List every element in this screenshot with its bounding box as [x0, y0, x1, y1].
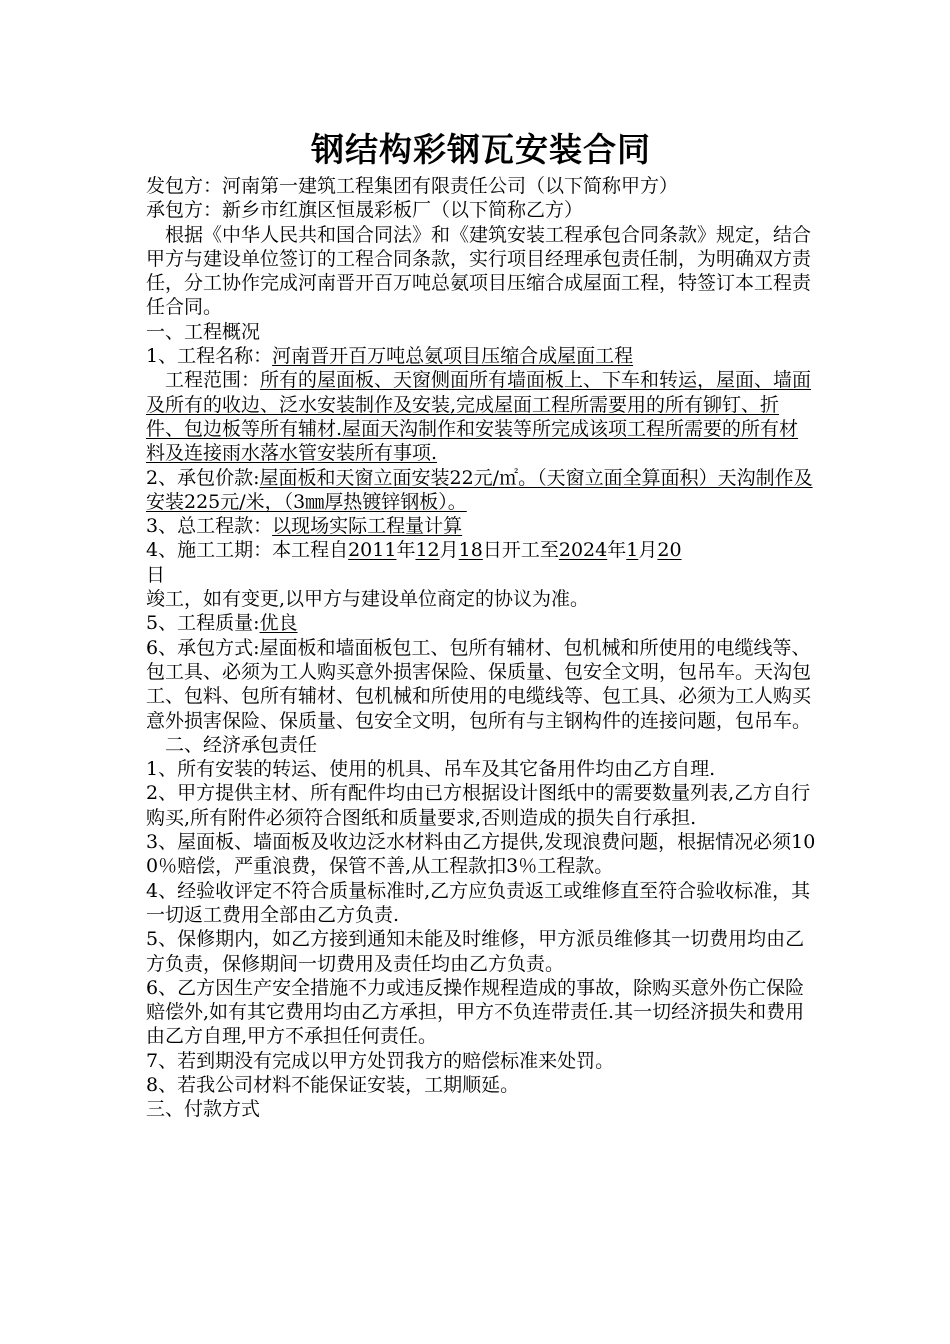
party-b-label: 承包方： [146, 199, 223, 222]
start-year: 2011 [348, 539, 397, 562]
contract-mode-paragraph: 6、承包方式:屋面板和墙面板包工、包所有辅材、包机械和所使用的电缆线等、包工具、必须为工人购买意外损害保险、保质量、包安全文明，包吊车。天沟包工、包料、包所有辅材、包机械和所使用的电缆线等、包工具、必须为工人购买意外损害保险、保质量、包安全文明，包所有与主钢构件的连接问题，包吊车。 [146, 636, 812, 732]
total-amount-line [146, 514, 816, 538]
party-b-name: 新乡市红旗区恒晟彩板厂（以下简称乙方） [222, 199, 584, 222]
price-paragraph [146, 466, 816, 515]
start-year-unit: 年 [396, 539, 416, 562]
section-2-item-1: 1、所有安装的转运、使用的机具、吊车及其它备用件均由乙方自理. [146, 758, 716, 781]
end-month: 1 [626, 539, 639, 562]
end-month-unit: 月 [638, 539, 658, 562]
section-2-item-5: 5、保修期内，如乙方接到通知未能及时维修，甲方派员维修其一切费用均由乙方负责，保修期间一切费用及责任均由乙方负责。 [146, 928, 805, 975]
quality-label: 5、工程质量: [146, 612, 260, 635]
schedule-end-line: 竣工，如有变更,以甲方与建设单位商定的协议为准。 [146, 588, 590, 611]
project-name-line [146, 344, 816, 368]
section-2-item-6: 6、乙方因生产安全措施不力或违反操作规程造成的事故，除购买意外伤亡保险赔偿外,如有其它费用均由乙方承担，甲方不负连带责任.其一切经济损失和费用由乙方自理,甲方不承担任何责任。 [146, 976, 805, 1048]
contract-page [146, 128, 816, 1122]
party-a-line [146, 174, 816, 198]
preamble-paragraph: 根据《中华人民共和国合同法》和《建筑安装工程承包合同条款》规定，结合甲方与建设单位签订的工程合同条款，实行项目经理承包责任制，为明确双方责任，分工协作完成河南晋开百万吨总氨项目压缩合成屋面工程，特签订本工程责任合同。 [146, 223, 812, 319]
party-a-name: 河南第一建筑工程集团有限责任公司（以下简称甲方） [222, 175, 679, 197]
end-year: 2024 [558, 539, 608, 562]
end-day-unit: 日 [146, 563, 166, 586]
section-2-heading: 二、经济承包责任 [165, 733, 318, 756]
start-month-unit: 月 [439, 539, 459, 562]
start-text: 日开工至 [482, 539, 559, 562]
section-2-item-4: 4、经验收评定不符合质量标准时,乙方应负责返工或维修直至符合验收标准，其一切返工费用全部由乙方负责. [146, 879, 811, 926]
party-b-line [146, 198, 816, 222]
quality-line [146, 611, 816, 635]
section-2-item-8: 8、若我公司材料不能保证安装，工期顺延。 [146, 1073, 520, 1096]
project-name-value: 河南晋开百万吨总氨项目压缩合成屋面工程 [272, 345, 634, 368]
document-title: 钢结构彩钢瓦安装合同 [311, 130, 651, 169]
section-3-heading: 三、付款方式 [146, 1098, 261, 1121]
section-1-heading: 一、工程概况 [146, 320, 261, 343]
price-label: 2、承包价款: [146, 466, 260, 489]
start-day: 18 [458, 539, 483, 562]
total-amount-value: 以现场实际工程量计算 [272, 515, 463, 538]
schedule-label: 4、施工工期：本工程自 [146, 539, 349, 562]
party-a-label: 发包方： [146, 175, 223, 197]
end-year-unit: 年 [607, 539, 627, 562]
section-2-item-2: 2、甲方提供主材、所有配件均由已方根据设计图纸中的需要数量列表,乙方自行购买,所有附件必须符合图纸和质量要求,否则造成的损失自行承担. [146, 782, 811, 829]
price-value: 屋面板和天窗立面安装22元/㎡。（天窗立面全算面积）天沟制作及安装225元/米，（3㎜厚热镀锌钢板）。 [146, 466, 813, 513]
section-2-item-3: 3、屋面板、墙面板及收边泛水材料由乙方提供,发现浪费问题，根据情况必须100％赔偿，严重浪费，保管不善,从工程款扣3％工程款。 [146, 831, 816, 878]
project-name-label: 1、工程名称： [146, 345, 273, 368]
start-month: 12 [415, 539, 440, 562]
scope-value: 所有的屋面板、天窗侧面所有墙面板上、下车和转运，屋面、墙面及所有的收边、泛水安装制作及安装,完成屋面工程所需要用的所有铆钉、折件、包边板等所有辅材.屋面天沟制作和安装等所完成该项工程所需要的所有材料及连接雨水落水管安装所有事项. [146, 369, 812, 465]
schedule-line [146, 538, 816, 587]
scope-paragraph [146, 368, 816, 465]
section-2-item-7: 7、若到期没有完成以甲方处罚我方的赔偿标准来处罚。 [146, 1049, 615, 1072]
scope-label: 工程范围： [165, 369, 261, 392]
total-amount-label: 3、总工程款： [146, 515, 273, 538]
quality-value: 优良 [259, 612, 298, 635]
end-day: 20 [657, 539, 682, 562]
